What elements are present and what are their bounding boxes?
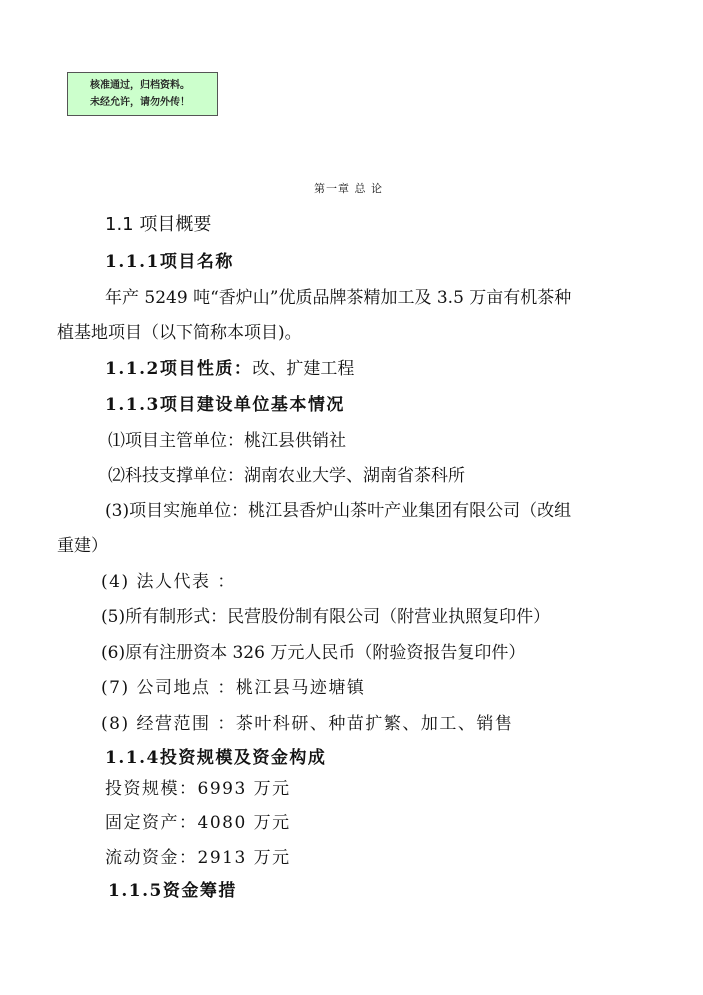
list-item-1: ⑴项目主管单位：桃江县供销社	[108, 431, 346, 451]
approval-stamp	[67, 72, 218, 116]
list-item-3-continued: 重建）	[57, 536, 108, 556]
section-heading-1-1-5: 1.1.5资金筹措	[108, 881, 237, 901]
stamp-line-1: 核准通过，归档资料。	[90, 80, 190, 91]
section-heading-1-1: 1.1 项目概要	[105, 214, 212, 235]
chapter-title: 第一章 总 论	[314, 182, 383, 195]
section-heading-1-1-4: 1.1.4投资规模及资金构成	[105, 748, 327, 768]
list-item-8: (8) 经营范围 ：茶叶科研、种苗扩繁、加工、销售	[101, 714, 514, 734]
investment-fixed: 固定资产：4080 万元	[105, 813, 291, 833]
nature-label: 1.1.2项目性质：	[105, 359, 253, 379]
stamp-line-2: 未经允许，请勿外传！	[90, 97, 190, 108]
section-heading-1-1-3: 1.1.3项目建设单位基本情况	[105, 395, 345, 415]
list-item-3: (3)项目实施单位：桃江县香炉山茶叶产业集团有限公司（改组	[105, 501, 572, 521]
nature-value: 改、扩建工程	[252, 359, 355, 379]
project-name-line-2: 植基地项目（以下简称本项目)。	[57, 323, 302, 343]
project-name-line-1: 年产 5249 吨“香炉山”优质品牌茶精加工及 3.5 万亩有机茶种	[105, 288, 572, 308]
list-item-5: (5)所有制形式：民营股份制有限公司（附营业执照复印件）	[101, 607, 551, 627]
investment-total: 投资规模：6993 万元	[105, 779, 291, 799]
investment-working: 流动资金：2913 万元	[105, 848, 291, 868]
list-item-6: (6)原有注册资本 326 万元人民币（附验资报告复印件）	[101, 643, 526, 663]
list-item-2: ⑵科技支撑单位：湖南农业大学、湖南省茶科所	[108, 466, 465, 486]
list-item-4: (4) 法人代表 ：	[101, 572, 236, 592]
section-heading-1-1-1: 1.1.1项目名称	[105, 252, 234, 272]
section-heading-1-1-2	[105, 354, 354, 379]
list-item-7: (7) 公司地点 ：桃江县马迹塘镇	[101, 678, 366, 698]
